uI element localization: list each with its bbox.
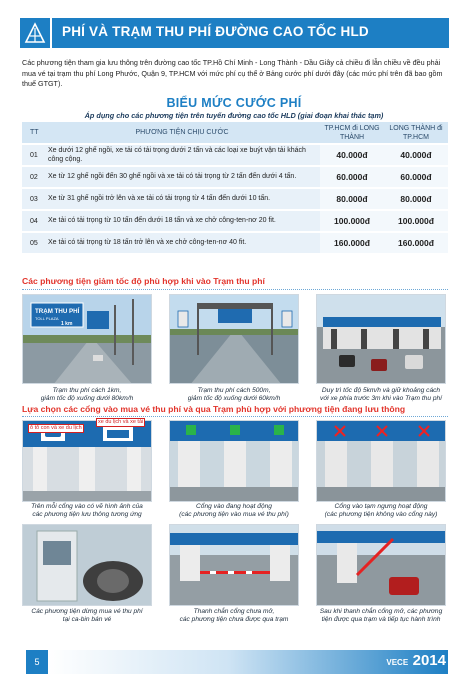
caption-line: Duy trì tốc độ 5km/h và giữ khoảng cách	[321, 387, 441, 394]
caption-line: Trên mỗi cổng vào có vẽ hình ảnh của	[31, 503, 143, 510]
caption-line: (các phương tiện không vào cổng này)	[324, 511, 438, 518]
caption-line: Sau khi thanh chắn cổng mở, các phương	[319, 608, 443, 615]
table-row	[22, 166, 448, 188]
page-footer	[0, 638, 468, 674]
row-number: 01	[22, 144, 44, 166]
caption-line: các phương tiện chưa được qua trạm	[179, 616, 289, 623]
row-number: 05	[22, 232, 44, 254]
fee-schedule-subtitle: Áp dụng cho các phương tiện trên tuyến đường cao tốc HLD (giai đoạn khai thác tạm)	[84, 111, 384, 120]
section-title-choose-gate: Lựa chọn các cổng vào mua vé thu phí và qua Trạm phù hợp với phương tiện đang lưu thông	[22, 404, 406, 414]
row-number: 03	[22, 188, 44, 210]
table-row	[22, 144, 448, 166]
caption-line: Cổng vào tạm ngưng hoạt động	[334, 503, 428, 510]
caption-slow-3	[306, 387, 456, 403]
sign-text-toll-sub: TOLL PLAZA	[35, 316, 59, 321]
caption-booth-1	[18, 608, 156, 624]
price-longthanh-to-hcm: 40.000đ	[384, 144, 448, 166]
vehicle-description: Xe dưới 12 ghế ngồi, xe tải có tải trọng dưới 2 tấn và các loại xe buýt vận tải khách công cộng.	[44, 144, 320, 166]
caption-line: Trạm thu phí cách 500m,	[197, 387, 271, 394]
photo-barrier-open	[316, 524, 446, 606]
col-header-tt: TT	[22, 122, 44, 144]
section-divider	[22, 416, 448, 417]
callout-car-lane: ô tô con và xe du lịch	[30, 425, 82, 431]
caption-booth-3	[308, 608, 454, 624]
caption-gate-2	[165, 503, 303, 519]
caption-line: với xe phía trước 3m khi vào Trạm thu phí	[320, 395, 442, 402]
price-longthanh-to-hcm: 100.000đ	[384, 210, 448, 232]
price-longthanh-to-hcm: 60.000đ	[384, 166, 448, 188]
page-title: PHÍ VÀ TRẠM THU PHÍ ĐƯỜNG CAO TỐC HLD	[62, 24, 369, 39]
row-number: 02	[22, 166, 44, 188]
vehicle-description: Xe tải có tải trọng từ 10 tấn đến dưới 18 tấn và xe chở công-ten-nơ 20 fit.	[44, 210, 320, 232]
photo-gate-open	[169, 420, 299, 502]
fee-schedule-title: BIỂU MỨC CƯỚC PHÍ	[166, 96, 302, 110]
table-row	[22, 188, 448, 210]
caption-line: tại ca-bin bán vé	[62, 616, 112, 623]
caption-line: các phương tiện lưu thông tương ứng	[32, 511, 142, 518]
title-bar	[52, 18, 449, 48]
fee-table	[22, 122, 448, 255]
caption-line: Các phương tiện dừng mua vé thu phí	[31, 608, 143, 615]
brand-year: 2014	[412, 652, 446, 669]
col-header-vehicle: PHƯƠNG TIỆN CHỊU CƯỚC	[44, 122, 320, 144]
price-longthanh-to-hcm: 160.000đ	[384, 232, 448, 254]
caption-booth-2	[165, 608, 303, 624]
photo-barrier-closed	[169, 524, 299, 606]
highway-logo-icon	[20, 18, 50, 48]
table-row	[22, 210, 448, 232]
price-hcm-to-longthanh: 160.000đ	[320, 232, 384, 254]
caption-line: Trạm thu phí cách 1km,	[52, 387, 122, 394]
intro-paragraph: Các phương tiện tham gia lưu thông trên đường cao tốc TP.Hồ Chí Minh - Long Thành - Dầu Giây cả chiều đi lẫn chiều về đều phải mua vé tại trạm thu phí Long Phước, Quận 9, TP.HCM với mức phí cụ thể ở Bảng cước phí dưới đây (các mức phí trên đã bao gồm thuế GTGT).	[22, 58, 443, 88]
caption-line: Thanh chắn cổng chưa mở,	[193, 608, 275, 615]
caption-line: giảm tốc độ xuống dưới 60km/h	[187, 395, 281, 402]
caption-line: giảm tốc độ xuống dưới 80km/h	[40, 395, 134, 402]
price-hcm-to-longthanh: 40.000đ	[320, 144, 384, 166]
sign-distance: 1 km	[61, 321, 73, 327]
page-number: 5	[26, 650, 48, 674]
table-row	[22, 232, 448, 254]
price-hcm-to-longthanh: 100.000đ	[320, 210, 384, 232]
caption-gate-3	[312, 503, 450, 519]
sign-text-toll: TRẠM THU PHÍ	[35, 308, 80, 315]
caption-line: (các phương tiện vào mua vé thu phí)	[179, 511, 289, 518]
row-number: 04	[22, 210, 44, 232]
caption-line: Cổng vào đang hoạt động	[196, 503, 272, 510]
photo-toll-sign-500m	[169, 294, 299, 384]
caption-slow-2	[165, 387, 303, 403]
vehicle-description: Xe từ 31 ghế ngồi trở lên và xe tải có tải trọng từ 4 tấn đến dưới 10 tấn.	[44, 188, 320, 210]
photo-toll-sign-1km	[22, 294, 152, 384]
photo-toll-plaza-queue	[316, 294, 446, 384]
section-title-slow-down: Các phương tiện giảm tốc độ phù hợp khi vào Trạm thu phí	[22, 276, 265, 286]
price-longthanh-to-hcm: 80.000đ	[384, 188, 448, 210]
page-header	[0, 18, 468, 48]
col-header-longthanh-to-hcm: LONG THÀNH đi TP.HCM	[384, 122, 448, 144]
price-hcm-to-longthanh: 80.000đ	[320, 188, 384, 210]
brand-name: VECE	[386, 658, 409, 667]
vehicle-description: Xe tải có tải trọng từ 18 tấn trở lên và xe chở công-ten-nơ 40 fit.	[44, 232, 320, 254]
caption-gate-1	[18, 503, 156, 519]
caption-slow-1	[18, 387, 156, 403]
photo-ticket-booth	[22, 524, 152, 606]
callout-bus-truck-lane: xe du lịch và xe tải	[98, 419, 144, 425]
col-header-hcm-to-longthanh: TP.HCM đi LONG THÀNH	[320, 122, 384, 144]
section-divider	[22, 289, 448, 290]
price-hcm-to-longthanh: 60.000đ	[320, 166, 384, 188]
photo-gate-closed	[316, 420, 446, 502]
fee-table-header-row	[22, 122, 448, 144]
footer-brand	[386, 652, 446, 670]
vehicle-description: Xe từ 12 ghế ngồi đến 30 ghế ngồi và xe tải có tải trọng từ 2 tấn đến dưới 4 tấn.	[44, 166, 320, 188]
caption-line: tiện được qua trạm và tiếp tục hành trình	[321, 616, 441, 623]
